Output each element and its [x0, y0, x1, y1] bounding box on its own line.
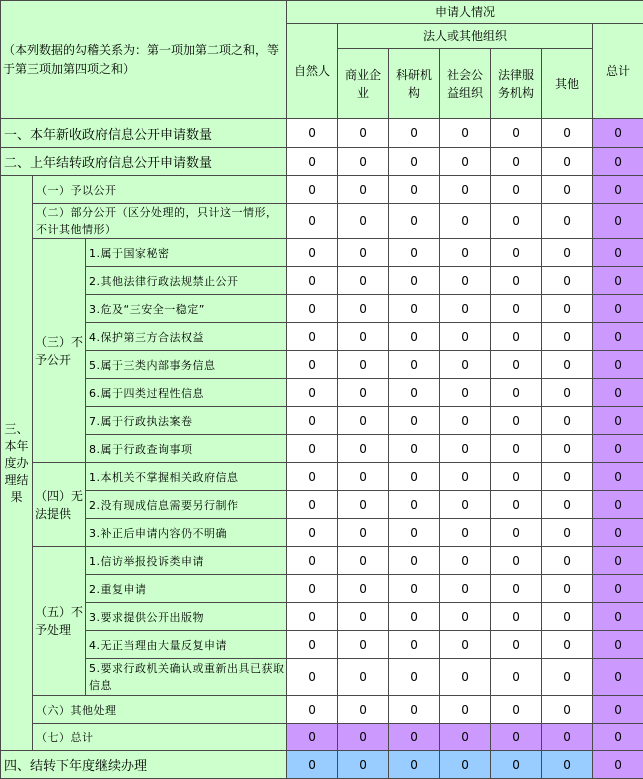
value-cell: 0 — [542, 295, 593, 323]
value-cell: 0 — [287, 519, 338, 547]
value-cell: 0 — [542, 351, 593, 379]
value-cell: 0 — [491, 575, 542, 603]
value-cell: 0 — [389, 295, 440, 323]
total-cell: 0 — [593, 547, 643, 575]
value-cell: 0 — [491, 491, 542, 519]
total-cell: 0 — [593, 148, 643, 176]
value-cell: 0 — [542, 519, 593, 547]
result-other-processing: （六）其他处理 — [33, 696, 287, 724]
value-cell: 0 — [338, 659, 389, 696]
value-cell: 0 — [440, 407, 491, 435]
value-cell: 0 — [287, 204, 338, 239]
total-cell: 0 — [593, 176, 643, 204]
value-cell: 0 — [389, 323, 440, 351]
result-not-disclosed: （三）不予公开 — [33, 239, 86, 463]
value-cell: 0 — [491, 696, 542, 724]
value-cell: 0 — [542, 435, 593, 463]
value-cell: 0 — [338, 119, 389, 148]
value-cell: 0 — [542, 603, 593, 631]
total-cell: 0 — [593, 119, 643, 148]
section-new-applications: 一、本年新收政府信息公开申请数量 — [1, 119, 287, 148]
value-cell: 0 — [542, 491, 593, 519]
total-cell: 0 — [593, 323, 643, 351]
total-cell: 0 — [593, 659, 643, 696]
value-cell: 0 — [491, 435, 542, 463]
legal-person-group-header: 法人或其他组织 — [338, 24, 593, 49]
result-subitem: 5.属于三类内部事务信息 — [86, 351, 287, 379]
total-cell: 0 — [593, 267, 643, 295]
value-cell: 0 — [491, 631, 542, 659]
value-cell: 0 — [542, 407, 593, 435]
value-cell: 0 — [389, 491, 440, 519]
result-subitem: 8.属于行政查询事项 — [86, 435, 287, 463]
total-cell: 0 — [593, 295, 643, 323]
value-cell: 0 — [491, 119, 542, 148]
value-cell: 0 — [338, 239, 389, 267]
value-cell: 0 — [338, 407, 389, 435]
total-cell: 0 — [287, 724, 338, 751]
value-cell: 0 — [491, 176, 542, 204]
carry-forward-cell: 0 — [287, 751, 338, 779]
result-partially-disclosed: （二）部分公开（区分处理的，只计这一情形，不计其他情形） — [33, 204, 287, 239]
value-cell: 0 — [440, 239, 491, 267]
value-cell: 0 — [440, 323, 491, 351]
value-cell: 0 — [491, 463, 542, 491]
value-cell: 0 — [542, 575, 593, 603]
value-cell: 0 — [440, 295, 491, 323]
value-cell: 0 — [287, 463, 338, 491]
value-cell: 0 — [440, 267, 491, 295]
carry-forward-cell: 0 — [491, 751, 542, 779]
value-cell: 0 — [338, 323, 389, 351]
value-cell: 0 — [338, 696, 389, 724]
section-carried-over: 二、上年结转政府信息公开申请数量 — [1, 148, 287, 176]
result-unable-to-provide: （四）无法提供 — [33, 463, 86, 547]
value-cell: 0 — [440, 351, 491, 379]
result-subitem: 1.属于国家秘密 — [86, 239, 287, 267]
value-cell: 0 — [542, 696, 593, 724]
section-carry-forward: 四、结转下年度继续办理 — [1, 751, 287, 779]
value-cell: 0 — [287, 659, 338, 696]
value-cell: 0 — [389, 204, 440, 239]
value-cell: 0 — [287, 379, 338, 407]
value-cell: 0 — [440, 603, 491, 631]
legal-type-header: 科研机构 — [389, 49, 440, 119]
value-cell: 0 — [389, 267, 440, 295]
value-cell: 0 — [287, 148, 338, 176]
total-cell: 0 — [593, 379, 643, 407]
value-cell: 0 — [491, 603, 542, 631]
result-subitem: 1.本机关不掌握相关政府信息 — [86, 463, 287, 491]
value-cell: 0 — [542, 204, 593, 239]
result-subitem: 3.要求提供公开出版物 — [86, 603, 287, 631]
result-subitem: 3.危及“三安全一稳定” — [86, 295, 287, 323]
carry-forward-cell: 0 — [542, 751, 593, 779]
total-cell: 0 — [593, 204, 643, 239]
value-cell: 0 — [542, 659, 593, 696]
value-cell: 0 — [440, 631, 491, 659]
value-cell: 0 — [542, 119, 593, 148]
total-cell: 0 — [593, 724, 643, 751]
section-annual-results: 三、本年度办理结果 — [1, 176, 33, 751]
result-subitem: 7.属于行政执法案卷 — [86, 407, 287, 435]
value-cell: 0 — [389, 575, 440, 603]
value-cell: 0 — [491, 267, 542, 295]
total-cell: 0 — [593, 435, 643, 463]
total-cell: 0 — [593, 575, 643, 603]
total-cell: 0 — [593, 696, 643, 724]
value-cell: 0 — [287, 407, 338, 435]
legal-type-header: 其他 — [542, 49, 593, 119]
value-cell: 0 — [491, 351, 542, 379]
value-cell: 0 — [287, 603, 338, 631]
applicant-situation-header: 申请人情况 — [287, 1, 643, 24]
total-header: 总计 — [593, 24, 643, 119]
value-cell: 0 — [287, 351, 338, 379]
value-cell: 0 — [491, 204, 542, 239]
value-cell: 0 — [440, 463, 491, 491]
value-cell: 0 — [440, 379, 491, 407]
total-cell: 0 — [593, 407, 643, 435]
value-cell: 0 — [389, 547, 440, 575]
value-cell: 0 — [440, 696, 491, 724]
value-cell: 0 — [389, 407, 440, 435]
value-cell: 0 — [491, 323, 542, 351]
value-cell: 0 — [287, 176, 338, 204]
value-cell: 0 — [491, 148, 542, 176]
value-cell: 0 — [389, 519, 440, 547]
value-cell: 0 — [287, 575, 338, 603]
result-subitem: 1.信访举报投诉类申请 — [86, 547, 287, 575]
value-cell: 0 — [338, 603, 389, 631]
value-cell: 0 — [338, 295, 389, 323]
value-cell: 0 — [389, 351, 440, 379]
value-cell: 0 — [542, 323, 593, 351]
value-cell: 0 — [542, 267, 593, 295]
value-cell: 0 — [440, 547, 491, 575]
value-cell: 0 — [389, 696, 440, 724]
value-cell: 0 — [338, 631, 389, 659]
total-cell: 0 — [593, 519, 643, 547]
value-cell: 0 — [542, 148, 593, 176]
total-cell: 0 — [593, 603, 643, 631]
value-cell: 0 — [338, 148, 389, 176]
value-cell: 0 — [338, 379, 389, 407]
legal-type-header: 商业企业 — [338, 49, 389, 119]
value-cell: 0 — [491, 659, 542, 696]
value-cell: 0 — [440, 491, 491, 519]
value-cell: 0 — [287, 239, 338, 267]
value-cell: 0 — [338, 575, 389, 603]
value-cell: 0 — [389, 659, 440, 696]
value-cell: 0 — [287, 696, 338, 724]
value-cell: 0 — [491, 239, 542, 267]
value-cell: 0 — [440, 435, 491, 463]
value-cell: 0 — [338, 491, 389, 519]
result-disclosed: （一）予以公开 — [33, 176, 287, 204]
result-subitem: 2.其他法律行政法规禁止公开 — [86, 267, 287, 295]
total-cell: 0 — [389, 724, 440, 751]
value-cell: 0 — [389, 603, 440, 631]
value-cell: 0 — [542, 379, 593, 407]
total-cell: 0 — [593, 631, 643, 659]
value-cell: 0 — [287, 491, 338, 519]
value-cell: 0 — [287, 435, 338, 463]
value-cell: 0 — [287, 547, 338, 575]
natural-person-header: 自然人 — [287, 24, 338, 119]
result-subitem: 6.属于四类过程性信息 — [86, 379, 287, 407]
value-cell: 0 — [440, 204, 491, 239]
total-cell: 0 — [440, 724, 491, 751]
total-cell: 0 — [491, 724, 542, 751]
result-subitem: 4.无正当理由大量反复申请 — [86, 631, 287, 659]
value-cell: 0 — [338, 547, 389, 575]
value-cell: 0 — [287, 119, 338, 148]
value-cell: 0 — [338, 267, 389, 295]
total-cell: 0 — [542, 724, 593, 751]
total-cell: 0 — [593, 751, 643, 779]
value-cell: 0 — [338, 463, 389, 491]
total-cell: 0 — [593, 239, 643, 267]
value-cell: 0 — [440, 519, 491, 547]
value-cell: 0 — [491, 547, 542, 575]
value-cell: 0 — [491, 519, 542, 547]
result-subitem: 2.没有现成信息需要另行制作 — [86, 491, 287, 519]
value-cell: 0 — [440, 148, 491, 176]
value-cell: 0 — [338, 204, 389, 239]
value-cell: 0 — [338, 351, 389, 379]
value-cell: 0 — [389, 119, 440, 148]
value-cell: 0 — [491, 379, 542, 407]
legal-type-header: 社会公益组织 — [440, 49, 491, 119]
total-cell: 0 — [593, 491, 643, 519]
result-subitem: 3.补正后申请内容仍不明确 — [86, 519, 287, 547]
value-cell: 0 — [440, 575, 491, 603]
value-cell: 0 — [338, 435, 389, 463]
result-total: （七）总计 — [33, 724, 287, 751]
value-cell: 0 — [287, 323, 338, 351]
value-cell: 0 — [389, 379, 440, 407]
value-cell: 0 — [389, 148, 440, 176]
result-subitem: 5.要求行政机关确认或重新出具已获取信息 — [86, 659, 287, 696]
value-cell: 0 — [440, 176, 491, 204]
value-cell: 0 — [287, 295, 338, 323]
carry-forward-cell: 0 — [389, 751, 440, 779]
value-cell: 0 — [389, 176, 440, 204]
value-cell: 0 — [287, 631, 338, 659]
total-cell: 0 — [593, 463, 643, 491]
value-cell: 0 — [389, 435, 440, 463]
value-cell: 0 — [542, 547, 593, 575]
total-cell: 0 — [593, 351, 643, 379]
value-cell: 0 — [491, 295, 542, 323]
value-cell: 0 — [542, 176, 593, 204]
value-cell: 0 — [542, 463, 593, 491]
value-cell: 0 — [491, 407, 542, 435]
value-cell: 0 — [389, 631, 440, 659]
result-not-processed: （五）不予处理 — [33, 547, 86, 696]
value-cell: 0 — [338, 176, 389, 204]
value-cell: 0 — [338, 519, 389, 547]
relation-note: （本列数据的勾稽关系为：第一项加第二项之和，等于第三项加第四项之和） — [1, 1, 287, 119]
carry-forward-cell: 0 — [338, 751, 389, 779]
value-cell: 0 — [440, 659, 491, 696]
legal-type-header: 法律服务机构 — [491, 49, 542, 119]
value-cell: 0 — [389, 239, 440, 267]
value-cell: 0 — [542, 239, 593, 267]
carry-forward-cell: 0 — [440, 751, 491, 779]
value-cell: 0 — [389, 463, 440, 491]
result-subitem: 2.重复申请 — [86, 575, 287, 603]
value-cell: 0 — [287, 267, 338, 295]
value-cell: 0 — [542, 631, 593, 659]
value-cell: 0 — [440, 119, 491, 148]
total-cell: 0 — [338, 724, 389, 751]
result-subitem: 4.保护第三方合法权益 — [86, 323, 287, 351]
